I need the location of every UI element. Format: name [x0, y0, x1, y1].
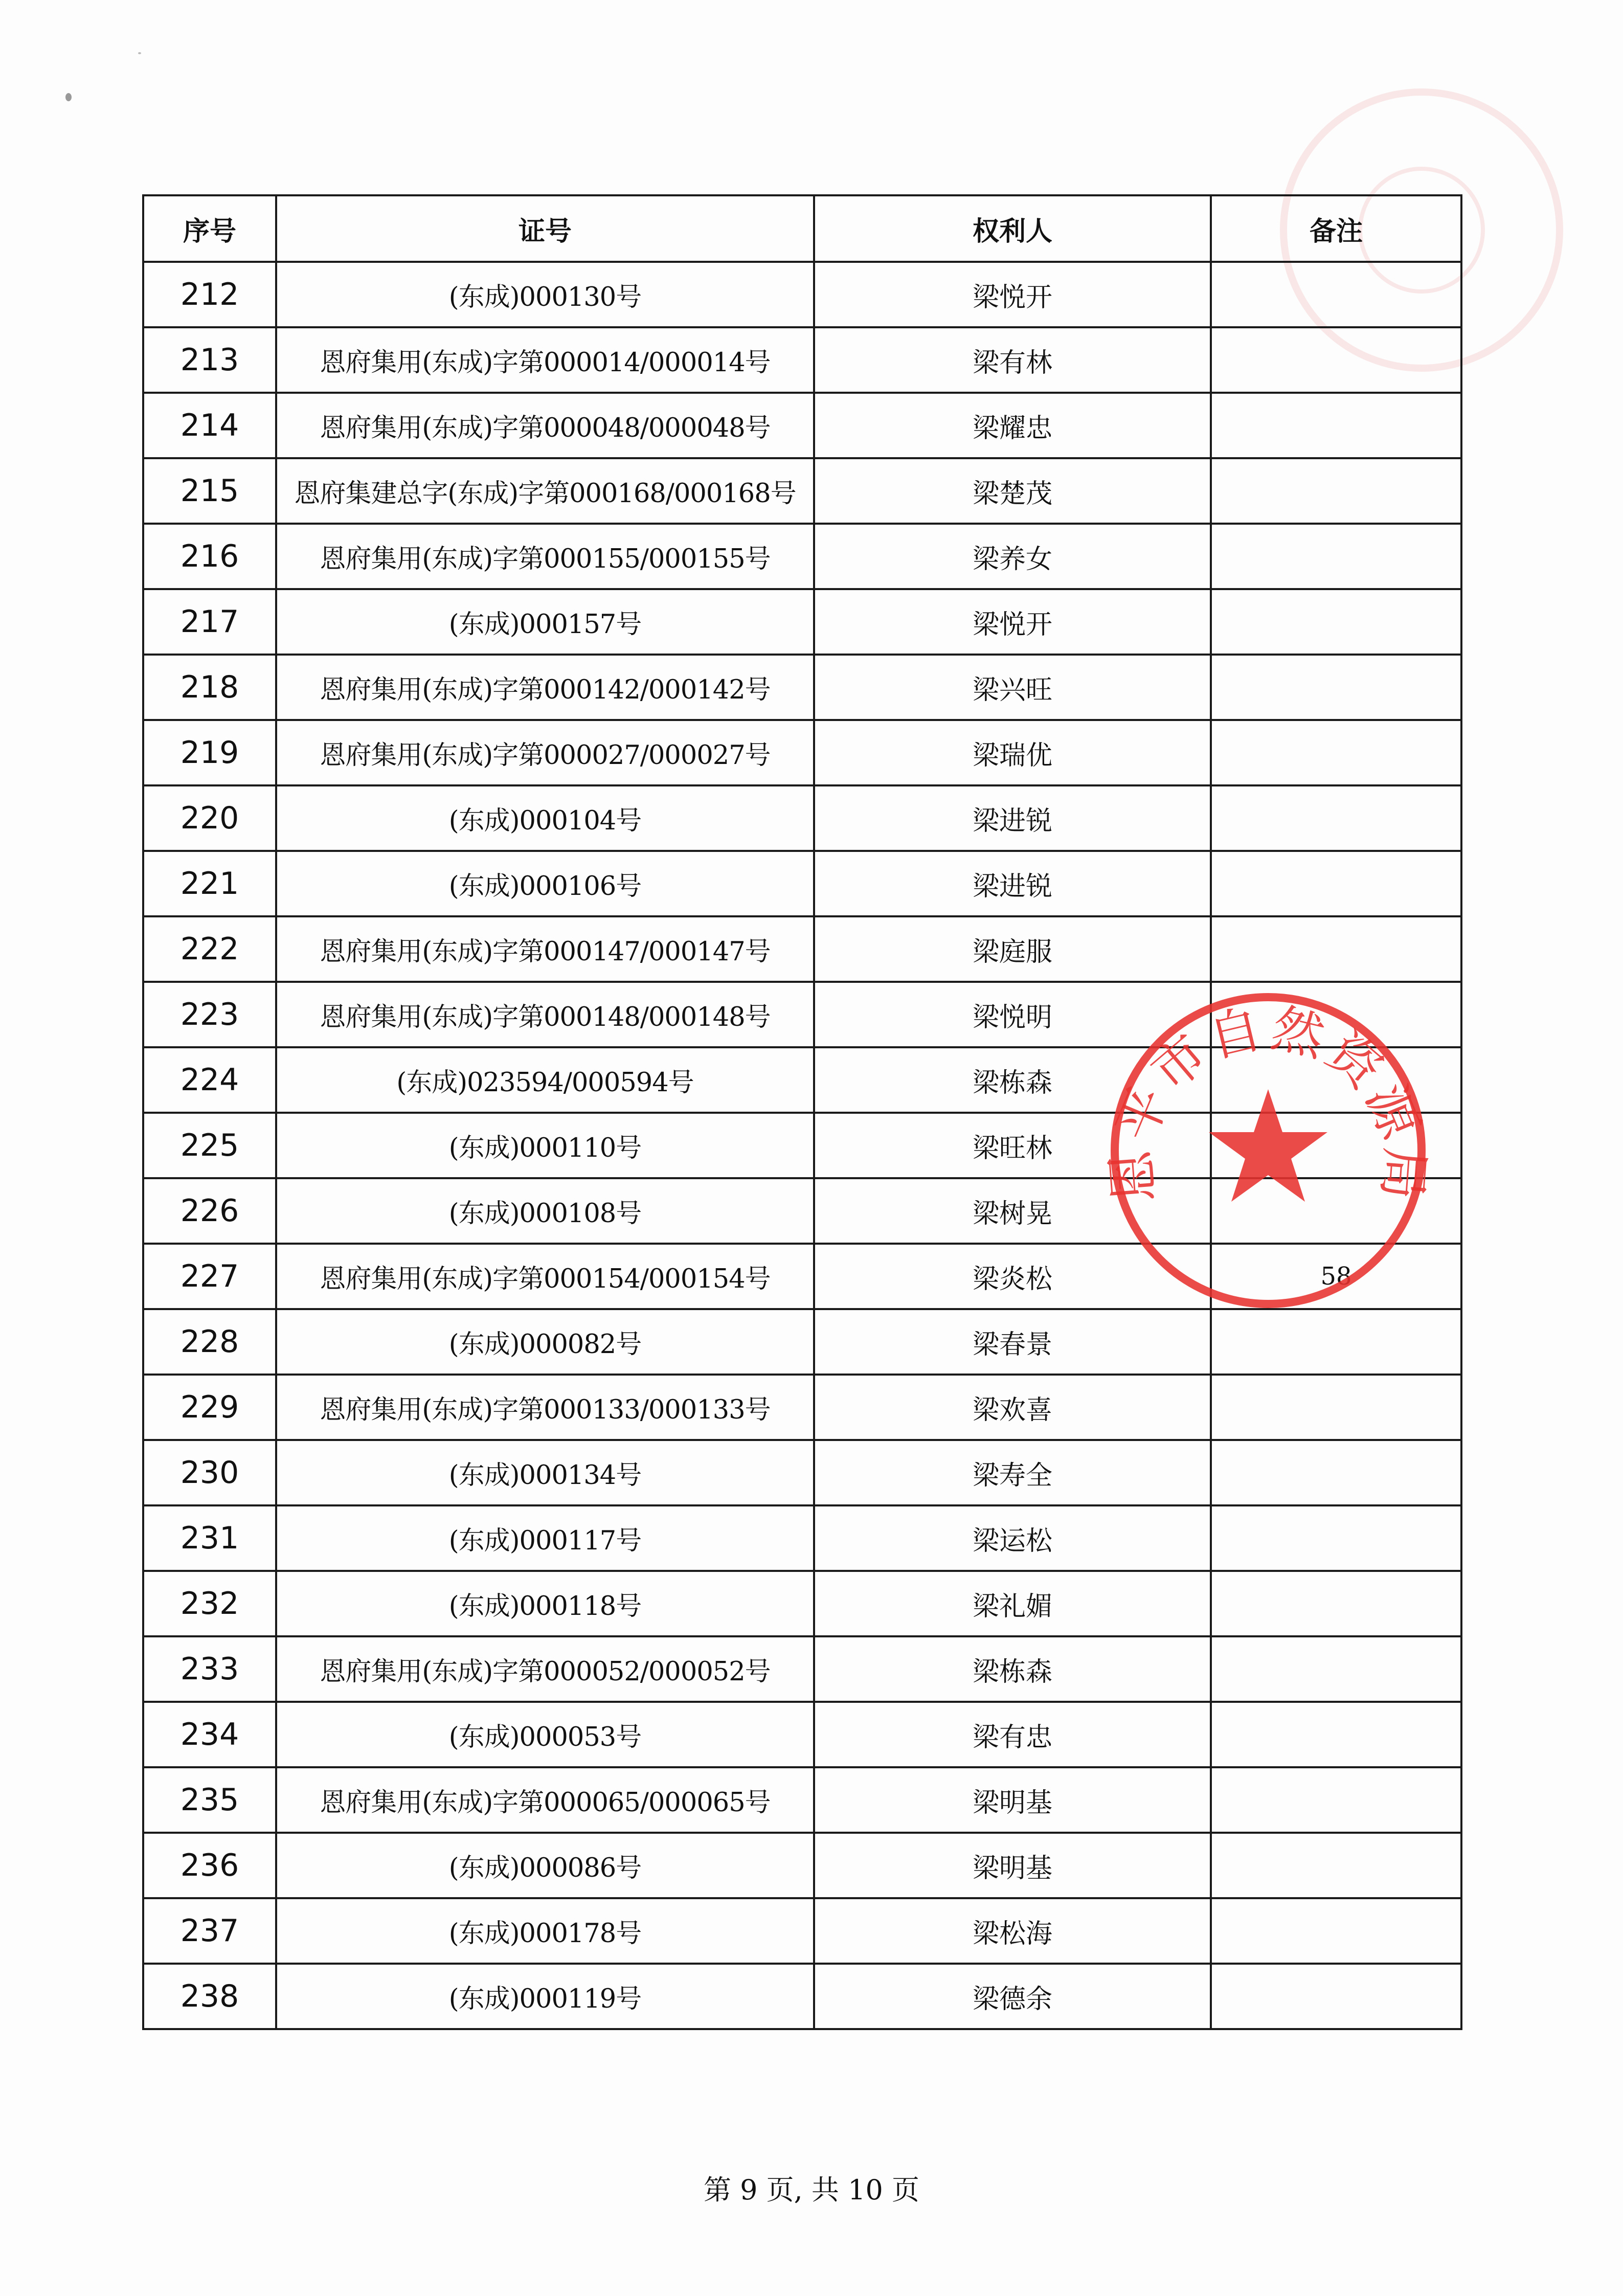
row-cert: 恩府集用(东成)字第000065/000065号	[276, 1767, 814, 1833]
row-cert: 恩府集用(东成)字第000014/000014号	[276, 327, 814, 393]
row-cert: (东成)000108号	[276, 1178, 814, 1244]
row-owner: 梁礼媚	[814, 1571, 1211, 1636]
row-owner: 梁寿全	[814, 1440, 1211, 1505]
table-row	[143, 1440, 1461, 1505]
row-cert: (东成)000106号	[276, 851, 814, 916]
table-row	[143, 1898, 1461, 1964]
row-cert: (东成)000157号	[276, 589, 814, 655]
row-note	[1211, 1505, 1461, 1571]
row-note	[1211, 393, 1461, 458]
row-cert: 恩府集用(东成)字第000133/000133号	[276, 1375, 814, 1440]
row-cert: 恩府集用(东成)字第000027/000027号	[276, 720, 814, 785]
row-seq: 221	[143, 851, 276, 916]
row-cert: (东成)000178号	[276, 1898, 814, 1964]
row-note	[1211, 1767, 1461, 1833]
row-seq: 230	[143, 1440, 276, 1505]
row-seq: 222	[143, 916, 276, 982]
header-owner: 权利人	[814, 195, 1211, 262]
row-cert: (东成)000082号	[276, 1309, 814, 1375]
row-note	[1211, 720, 1461, 785]
row-seq: 232	[143, 1571, 276, 1636]
table-row	[143, 393, 1461, 458]
row-cert: (东成)000119号	[276, 1964, 814, 2029]
row-owner: 梁春景	[814, 1309, 1211, 1375]
row-owner: 梁欢喜	[814, 1375, 1211, 1440]
row-owner: 梁树晃	[814, 1178, 1211, 1244]
row-cert: 恩府集用(东成)字第000155/000155号	[276, 524, 814, 589]
table-row	[143, 1833, 1461, 1898]
row-cert: 恩府集建总字(东成)字第000168/000168号	[276, 458, 814, 524]
row-note: 58	[1211, 1244, 1461, 1309]
row-cert: (东成)000086号	[276, 1833, 814, 1898]
row-note	[1211, 1702, 1461, 1767]
row-seq: 229	[143, 1375, 276, 1440]
row-cert: (东成)000118号	[276, 1571, 814, 1636]
row-owner: 梁耀忠	[814, 393, 1211, 458]
row-note	[1211, 1636, 1461, 1702]
row-cert: 恩府集用(东成)字第000052/000052号	[276, 1636, 814, 1702]
row-seq: 226	[143, 1178, 276, 1244]
table-row	[143, 1505, 1461, 1571]
row-seq: 227	[143, 1244, 276, 1309]
row-owner: 梁有林	[814, 327, 1211, 393]
row-cert: 恩府集用(东成)字第000148/000148号	[276, 982, 814, 1047]
table-row	[143, 851, 1461, 916]
table-row	[143, 785, 1461, 851]
row-seq: 219	[143, 720, 276, 785]
row-owner: 梁有忠	[814, 1702, 1211, 1767]
row-note	[1211, 1375, 1461, 1440]
table-row	[143, 327, 1461, 393]
row-seq: 213	[143, 327, 276, 393]
table-row	[143, 655, 1461, 720]
row-note	[1211, 851, 1461, 916]
scan-speck	[138, 52, 141, 54]
row-owner: 梁明基	[814, 1833, 1211, 1898]
row-owner: 梁悦明	[814, 982, 1211, 1047]
row-cert: (东成)000110号	[276, 1113, 814, 1178]
table-row	[143, 1702, 1461, 1767]
row-cert: (东成)000130号	[276, 262, 814, 327]
row-owner: 梁德余	[814, 1964, 1211, 2029]
row-owner: 梁松海	[814, 1898, 1211, 1964]
row-cert: (东成)000053号	[276, 1702, 814, 1767]
table-row	[143, 916, 1461, 982]
table-row	[143, 1375, 1461, 1440]
row-seq: 223	[143, 982, 276, 1047]
row-owner: 梁炎松	[814, 1244, 1211, 1309]
row-seq: 237	[143, 1898, 276, 1964]
row-note	[1211, 1898, 1461, 1964]
row-owner: 梁进锐	[814, 785, 1211, 851]
row-owner: 梁悦开	[814, 589, 1211, 655]
row-cert: (东成)000117号	[276, 1505, 814, 1571]
row-cert: 恩府集用(东成)字第000048/000048号	[276, 393, 814, 458]
table-row	[143, 458, 1461, 524]
row-seq: 231	[143, 1505, 276, 1571]
row-note	[1211, 655, 1461, 720]
header-seq: 序号	[143, 195, 276, 262]
row-seq: 225	[143, 1113, 276, 1178]
row-cert: (东成)000134号	[276, 1440, 814, 1505]
row-seq: 235	[143, 1767, 276, 1833]
table-header-row	[143, 195, 1461, 262]
row-seq: 234	[143, 1702, 276, 1767]
row-seq: 215	[143, 458, 276, 524]
row-seq: 218	[143, 655, 276, 720]
row-seq: 212	[143, 262, 276, 327]
table-row	[143, 524, 1461, 589]
row-seq: 220	[143, 785, 276, 851]
row-cert: (东成)000104号	[276, 785, 814, 851]
page-footer: 第 9 页, 共 10 页	[703, 2174, 920, 2206]
header-note: 备注	[1211, 195, 1461, 262]
row-note	[1211, 262, 1461, 327]
row-seq: 238	[143, 1964, 276, 2029]
table-row	[143, 720, 1461, 785]
row-note	[1211, 327, 1461, 393]
table-row	[143, 1636, 1461, 1702]
row-seq: 217	[143, 589, 276, 655]
row-cert: 恩府集用(东成)字第000147/000147号	[276, 916, 814, 982]
row-cert: 恩府集用(东成)字第000154/000154号	[276, 1244, 814, 1309]
table-row	[143, 1571, 1461, 1636]
header-cert: 证号	[276, 195, 814, 262]
row-seq: 233	[143, 1636, 276, 1702]
row-owner: 梁兴旺	[814, 655, 1211, 720]
row-note	[1211, 458, 1461, 524]
row-seq: 228	[143, 1309, 276, 1375]
row-cert: (东成)023594/000594号	[276, 1047, 814, 1113]
seal-text: 恩平市自然资源局	[1100, 997, 1436, 1205]
row-owner: 梁栋森	[814, 1636, 1211, 1702]
row-note	[1211, 916, 1461, 982]
row-note	[1211, 785, 1461, 851]
row-note	[1211, 1964, 1461, 2029]
official-seal	[1099, 982, 1437, 1319]
row-owner: 梁庭服	[814, 916, 1211, 982]
row-note	[1211, 1440, 1461, 1505]
row-owner: 梁进锐	[814, 851, 1211, 916]
row-seq: 216	[143, 524, 276, 589]
row-seq: 224	[143, 1047, 276, 1113]
row-owner: 梁旺林	[814, 1113, 1211, 1178]
row-owner: 梁楚茂	[814, 458, 1211, 524]
row-seq: 236	[143, 1833, 276, 1898]
row-note	[1211, 524, 1461, 589]
table-row	[143, 589, 1461, 655]
table-row	[143, 1767, 1461, 1833]
row-note	[1211, 1571, 1461, 1636]
row-note	[1211, 1833, 1461, 1898]
table-row	[143, 1964, 1461, 2029]
row-owner: 梁养女	[814, 524, 1211, 589]
table-row	[143, 262, 1461, 327]
row-cert: 恩府集用(东成)字第000142/000142号	[276, 655, 814, 720]
row-note	[1211, 589, 1461, 655]
row-owner: 梁瑞优	[814, 720, 1211, 785]
scan-speck	[65, 93, 72, 101]
row-owner: 梁栋森	[814, 1047, 1211, 1113]
row-seq: 214	[143, 393, 276, 458]
row-owner: 梁明基	[814, 1767, 1211, 1833]
row-owner: 梁悦开	[814, 262, 1211, 327]
row-owner: 梁运松	[814, 1505, 1211, 1571]
star-icon	[1209, 1089, 1327, 1202]
